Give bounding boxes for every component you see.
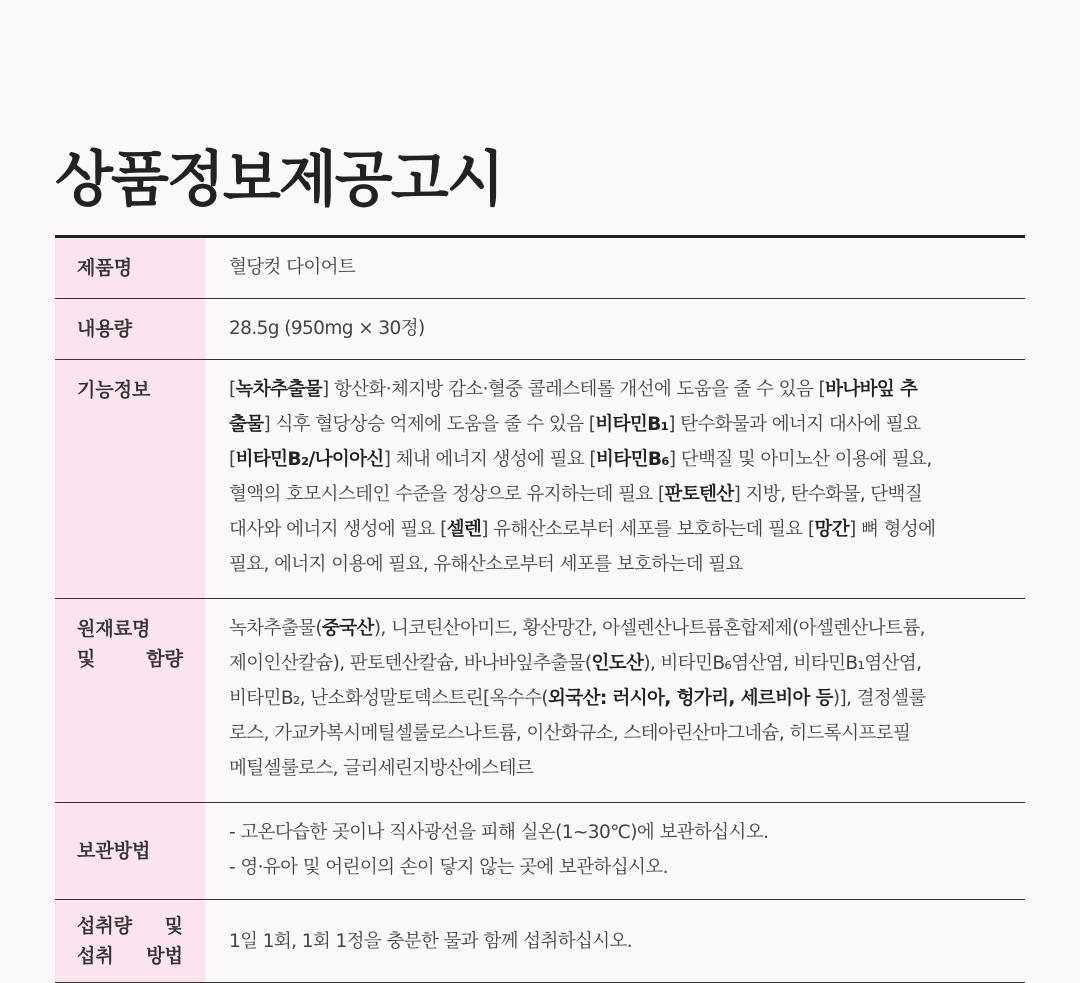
- ingredients-line: 비타민B₂, 난소화성말토덱스트린[옥수수(외국산: 러시아, 헝가리, 세르비아 등)], 결정셀룰: [229, 688, 926, 709]
- function-line: [비타민B₂/나이아신] 체내 에너지 생성에 필요 [비타민B₆] 단백질 및 아미노산 이용에 필요,: [229, 449, 932, 470]
- product-info-table: [55, 235, 1025, 983]
- ingredients-line: 메틸셀룰로스, 글리세린지방산에스테르: [229, 758, 534, 779]
- ingredients-line: 로스, 가교카복시메틸셀룰로스나트륨, 이산화규소, 스테아린산마그네슘, 히드록시프로필: [229, 723, 911, 744]
- function-line: [녹차추출물] 항산화·체지방 감소·혈중 콜레스테롤 개선에 도움을 줄 수 있음 [바나바잎 추: [229, 379, 918, 400]
- table-row-ingredients: [55, 599, 1025, 803]
- value-content: 28.5g (950mg × 30정): [229, 318, 425, 339]
- label-function: 기능정보: [55, 360, 205, 599]
- label-content: 내용량: [55, 299, 205, 360]
- value-ingredients: [205, 599, 1025, 803]
- value-product-name: 혈당컷 다이어트: [229, 257, 356, 278]
- storage-line: - 고온다습한 곳이나 직사광선을 피해 실온(1~30℃)에 보관하십시오.: [229, 822, 769, 843]
- value-function: [205, 360, 1025, 599]
- table-row-function: [55, 360, 1025, 599]
- function-line: 출물] 식후 혈당상승 억제에 도움을 줄 수 있음 [비타민B₁] 탄수화물과 에너지 대사에 필요: [229, 414, 921, 435]
- label-product-name: 제품명: [55, 237, 205, 299]
- ingredients-line: 녹차추출물(중국산), 니코틴산아미드, 황산망간, 아셀렌산나트륨혼합제제(아셀렌산나트륨,: [229, 618, 925, 639]
- table-row-product-name: [55, 237, 1025, 299]
- storage-line: - 영·유아 및 어린이의 손이 닿지 않는 곳에 보관하십시오.: [229, 857, 668, 878]
- value-storage: [205, 803, 1025, 900]
- table-row-storage: [55, 803, 1025, 900]
- label-ingredients: 원재료명 및 함량: [55, 599, 205, 803]
- value-intake: 1일 1회, 1회 1정을 충분한 물과 함께 섭취하십시오.: [229, 930, 633, 952]
- function-line: 필요, 에너지 이용에 필요, 유해산소로부터 세포를 보호하는데 필요: [229, 554, 743, 575]
- function-line: 혈액의 호모시스테인 수준을 정상으로 유지하는데 필요 [판토텐산] 지방, 탄수화물, 단백질: [229, 484, 923, 505]
- label-intake: 섭취량 및 섭취 방법: [55, 900, 205, 983]
- table-row-content: [55, 299, 1025, 360]
- ingredients-line: 제이인산칼슘), 판토텐산칼슘, 바나바잎추출물(인도산), 비타민B₆염산염, 비타민B₁염산염,: [229, 653, 922, 674]
- label-storage: 보관방법: [55, 803, 205, 900]
- function-line: 대사와 에너지 생성에 필요 [셀렌] 유해산소로부터 세포를 보호하는데 필요 [망간] 뼈 형성에: [229, 519, 936, 540]
- page-title: 상품정보제공고시: [55, 145, 503, 215]
- table-row-intake: [55, 900, 1025, 983]
